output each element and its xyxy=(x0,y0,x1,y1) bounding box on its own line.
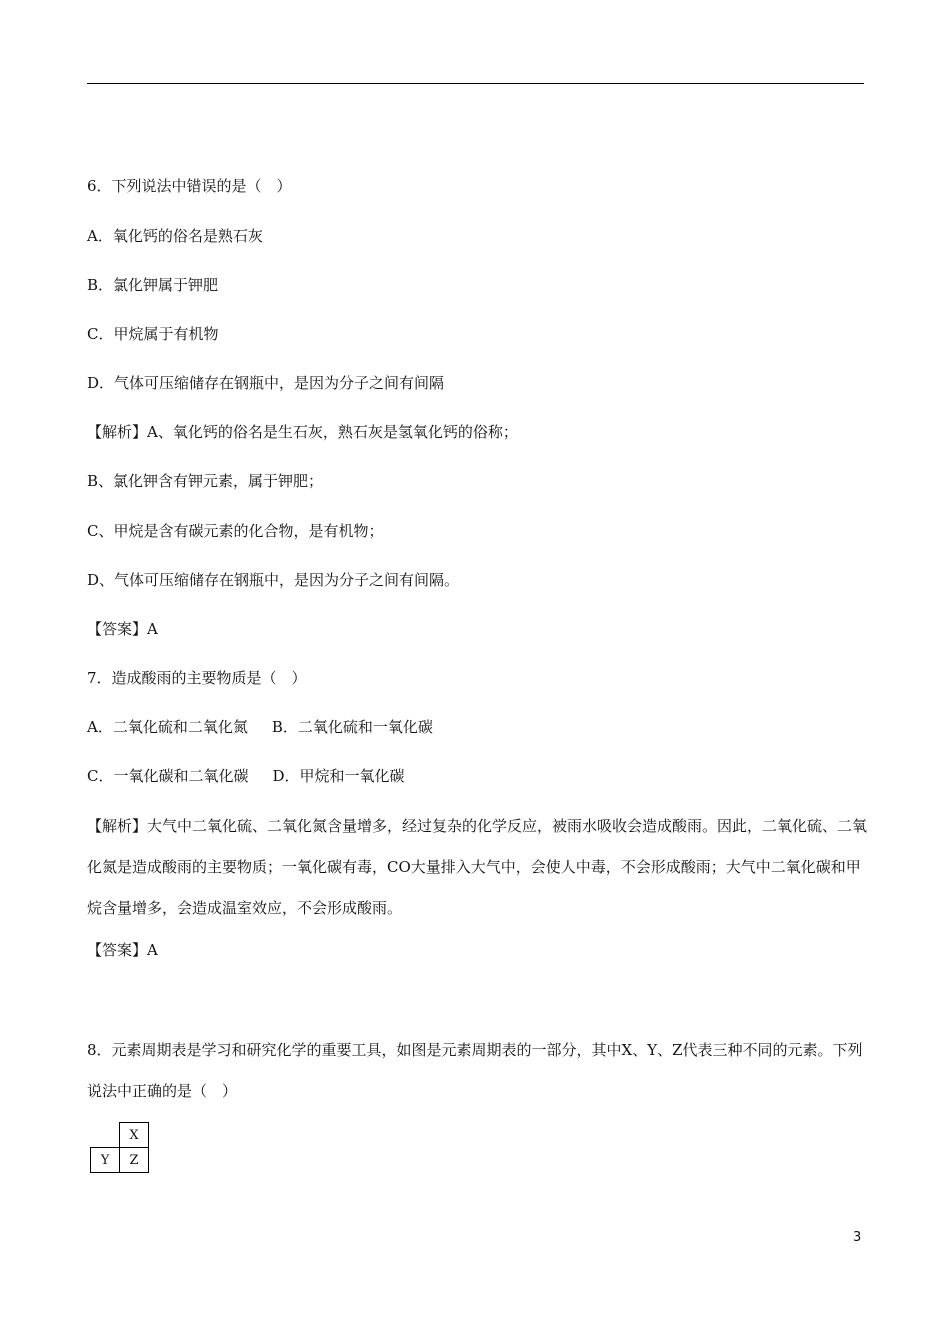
q7-option-d: D．甲烷和一氧化碳 xyxy=(272,767,405,785)
q7-options-row-2 xyxy=(87,766,405,786)
q6-option-d: D．气体可压缩储存在钢瓶中，是因为分子之间有间隔 xyxy=(87,374,445,392)
q7-answer: 【答案】A xyxy=(87,941,158,959)
q6-analysis-line-2: B、氯化钾含有钾元素，属于钾肥； xyxy=(87,472,324,490)
q6-option-b: B．氯化钾属于钾肥 xyxy=(87,276,219,294)
periodic-table-fragment xyxy=(90,1122,149,1173)
q6-option-c: C．甲烷属于有机物 xyxy=(87,325,219,343)
q7-stem: 7．造成酸雨的主要物质是（ ） xyxy=(87,669,307,687)
q6-stem: 6．下列说法中错误的是（ ） xyxy=(87,177,292,195)
q6-option-a: A．氧化钙的俗名是熟石灰 xyxy=(87,227,263,245)
page-number: 3 xyxy=(853,1230,862,1245)
element-y-cell: Y xyxy=(91,1148,120,1173)
q6-analysis-line-4: D、气体可压缩储存在钢瓶中，是因为分子之间有间隔。 xyxy=(87,571,460,589)
element-x-cell: X xyxy=(120,1123,149,1148)
header-rule xyxy=(87,83,864,84)
q6-analysis-line-1: 【解析】A、氧化钙的俗名是生石灰，熟石灰是氢氧化钙的俗称； xyxy=(87,423,518,441)
q7-analysis: 【解析】大气中二氧化硫、二氧化氮含量增多，经过复杂的化学反应，被雨水吸收会造成酸雨。因此，二氧化硫、二氧化氮是造成酸雨的主要物质；一氧化碳有毒，CO大量排入大气中，会使人中毒，不会形成酸雨；大气中二氧化碳和甲烷含量增多，会造成温室效应，不会形成酸雨。 xyxy=(87,817,868,917)
q6-analysis-line-3: C、甲烷是含有碳元素的化合物，是有机物； xyxy=(87,522,384,540)
q7-options-row-1 xyxy=(87,717,433,737)
q7-option-a: A．二氧化硫和二氧化氮 xyxy=(87,718,248,736)
q8-stem: 8．元素周期表是学习和研究化学的重要工具，如图是元素周期表的一部分，其中X、Y、Z代表三种不同的元素。下列说法中正确的是（ ） xyxy=(87,1041,863,1100)
element-z-cell: Z xyxy=(120,1148,149,1173)
q7-option-c: C．一氧化碳和二氧化碳 xyxy=(87,767,249,785)
q7-option-b: B．二氧化硫和一氧化碳 xyxy=(271,718,433,736)
q6-answer: 【答案】A xyxy=(87,620,158,638)
empty-cell xyxy=(91,1123,120,1148)
